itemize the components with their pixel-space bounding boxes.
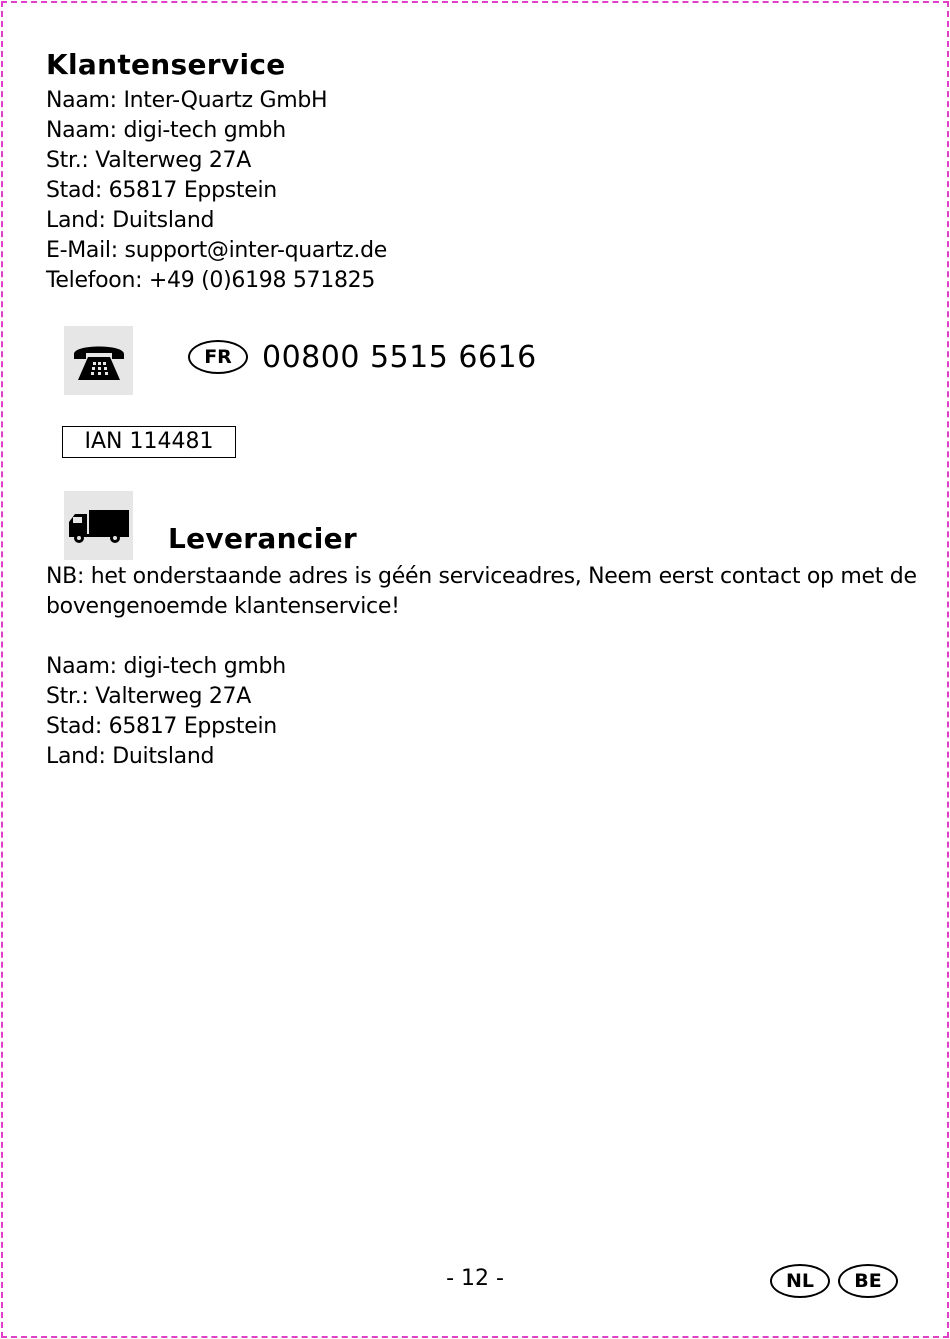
supplier-note-line: NB: het onderstaande adres is géén serviceadres, Neem eerst contact op met de: [46, 564, 917, 589]
supplier-line: Naam: digi-tech gmbh: [46, 654, 286, 679]
customer-service-line: Naam: Inter-Quartz GmbH: [46, 88, 328, 113]
hotline-number: 00800 5515 6616: [262, 340, 537, 375]
ian-label: IAN 114481: [62, 426, 236, 458]
customer-service-phone: Telefoon: +49 (0)6198 571825: [46, 268, 376, 293]
page-number: - 12 -: [446, 1266, 504, 1291]
telephone-icon: [64, 326, 133, 395]
supplier-line: Stad: 65817 Eppstein: [46, 714, 277, 739]
country-badge-be: BE: [838, 1264, 898, 1298]
country-badge-nl: NL: [770, 1264, 830, 1298]
supplier-note-line: bovengenoemde klantenservice!: [46, 594, 400, 619]
supplier-heading: Leverancier: [168, 522, 358, 555]
customer-service-line: Naam: digi-tech gmbh: [46, 118, 286, 143]
customer-service-email: E-Mail: support@inter-quartz.de: [46, 238, 387, 263]
supplier-line: Str.: Valterweg 27A: [46, 684, 251, 709]
customer-service-line: Stad: 65817 Eppstein: [46, 178, 277, 203]
supplier-line: Land: Duitsland: [46, 744, 215, 769]
country-badge-fr: FR: [188, 340, 248, 374]
customer-service-heading: Klantenservice: [46, 48, 286, 81]
customer-service-line: Str.: Valterweg 27A: [46, 148, 251, 173]
customer-service-line: Land: Duitsland: [46, 208, 215, 233]
truck-icon: [64, 491, 133, 560]
